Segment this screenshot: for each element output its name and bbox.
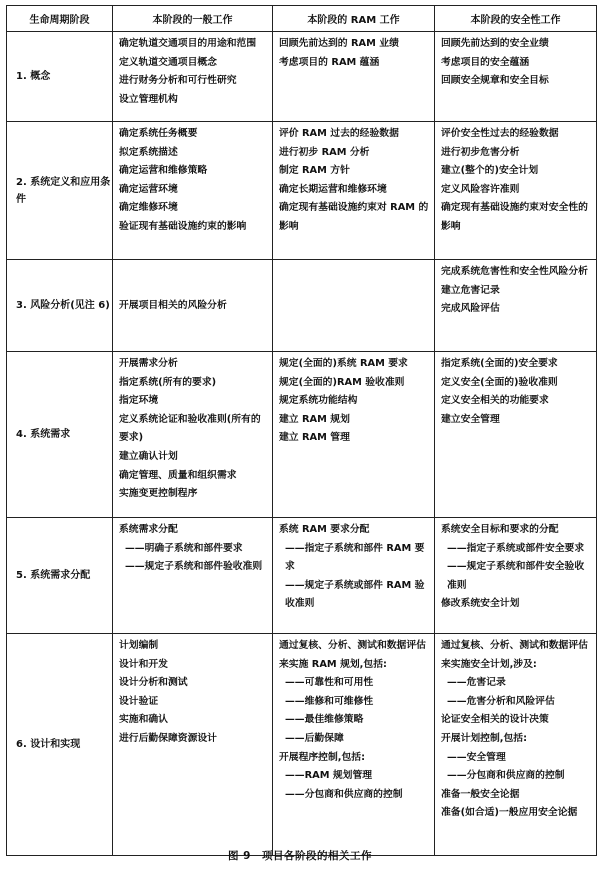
safety-line: 指定系统(全面的)安全要求: [441, 358, 558, 369]
general-line: 设计分析和测试: [119, 677, 188, 689]
general-line: 开展需求分析: [119, 358, 178, 369]
safety-line: 修改系统安全计划: [441, 598, 520, 610]
table-row: [7, 122, 597, 260]
general-line: 计划编制: [119, 640, 159, 651]
general-line: 实施和确认: [119, 714, 168, 726]
general-line: 确定管理、质量和组织需求: [119, 469, 237, 481]
ram-line: 进行初步 RAM 分析: [279, 146, 370, 158]
ram-cell: [273, 518, 435, 634]
figure-caption: 图 9 项目各阶段的相关工作: [228, 850, 372, 862]
header-safety: 本阶段的安全性工作: [435, 6, 597, 32]
general-cell: [113, 260, 273, 352]
table-header-row: [7, 6, 597, 32]
ram-line: ——RAM 规划管理: [285, 770, 373, 782]
ram-line: 规定(全面的)RAM 验收准则: [279, 376, 405, 388]
ram-line: 制定 RAM 方针: [279, 165, 350, 177]
general-line: 定义系统论证和验收准则(所有的要求): [119, 413, 261, 444]
safety-line: ——分包商和供应商的控制: [447, 770, 565, 782]
ram-line: 建立 RAM 规划: [279, 413, 350, 425]
safety-line: 进行初步危害分析: [441, 146, 520, 158]
ram-line: 考虑项目的 RAM 蕴涵: [279, 56, 380, 68]
safety-line: 考虑项目的安全蕴涵: [441, 56, 530, 68]
ram-line: ——后勤保障: [285, 732, 344, 744]
ram-line: 规定(全面的)系统 RAM 要求: [279, 358, 408, 369]
general-line: 确定轨道交通项目的用途和范围: [119, 38, 257, 49]
phase-cell: 1. 概念: [7, 32, 113, 122]
general-line: 进行后勤保障资源设计: [119, 732, 217, 744]
general-line: ——规定子系统和部件验收准则: [125, 561, 263, 573]
safety-line: 准备(如合适)一般应用安全论据: [441, 807, 578, 819]
safety-line: 定义风险容许准则: [441, 183, 520, 195]
safety-cell: [435, 32, 597, 122]
table-row: [7, 518, 597, 634]
general-line: 确定运营和维修策略: [119, 165, 208, 177]
document: [6, 5, 596, 856]
general-line: 定义轨道交通项目概念: [119, 56, 217, 68]
ram-cell: [273, 32, 435, 122]
general-cell: [113, 634, 273, 856]
general-line: 开展项目相关的风险分析: [119, 299, 227, 311]
safety-cell: [435, 518, 597, 634]
general-line: 确定系统任务概要: [119, 128, 198, 139]
ram-cell: [273, 260, 435, 352]
safety-line: 回顾安全规章和安全目标: [441, 75, 549, 87]
general-cell: [113, 518, 273, 634]
phase-cell: 4. 系统需求: [7, 352, 113, 518]
ram-line: ——分包商和供应商的控制: [285, 788, 403, 800]
ram-cell: [273, 352, 435, 518]
general-line: 拟定系统描述: [119, 146, 178, 158]
safety-line: 评价安全性过去的经验数据: [441, 128, 559, 139]
lifecycle-table: [6, 5, 597, 856]
safety-cell: [435, 122, 597, 260]
safety-line: 定义安全相关的功能要求: [441, 395, 549, 407]
header-general: 本阶段的一般工作: [113, 6, 273, 32]
header-phase: 生命周期阶段: [7, 6, 113, 32]
safety-line: 完成风险评估: [441, 303, 500, 315]
ram-line: ——规定子系统或部件 RAM 验收准则: [285, 579, 425, 610]
safety-line: 论证安全相关的设计决策: [441, 714, 549, 726]
ram-line: 开展程序控制,包括:: [279, 751, 366, 763]
safety-line: 建立危害记录: [441, 284, 500, 296]
phase-cell: 3. 风险分析(见注 6): [7, 260, 113, 352]
safety-cell: [435, 260, 597, 352]
safety-line: ——危害分析和风险评估: [447, 695, 555, 707]
general-line: ——明确子系统和部件要求: [125, 542, 243, 554]
ram-line: ——指定子系统和部件 RAM 要求: [285, 542, 425, 573]
general-line: 验证现有基础设施约束的影响: [119, 220, 247, 232]
safety-line: 准备一般安全论据: [441, 788, 520, 800]
general-line: 指定系统(所有的要求): [119, 376, 217, 388]
ram-cell: [273, 634, 435, 856]
general-cell: [113, 122, 273, 260]
safety-line: 系统安全目标和要求的分配: [441, 524, 559, 535]
safety-line: 回顾先前达到的安全业绩: [441, 38, 549, 49]
general-line: 设计和开发: [119, 658, 168, 670]
general-cell: [113, 32, 273, 122]
safety-cell: [435, 634, 597, 856]
safety-line: 确定现有基础设施约束对安全性的影响: [441, 202, 588, 232]
ram-line: 系统 RAM 要求分配: [279, 524, 370, 535]
safety-line: ——规定子系统和部件安全验收准则: [447, 561, 585, 591]
general-line: 设计验证: [119, 695, 159, 707]
ram-line: 确定现有基础设施约束对 RAM 的影响: [279, 202, 429, 232]
ram-line: 建立 RAM 管理: [279, 432, 350, 444]
general-line: 系统需求分配: [119, 524, 178, 535]
phase-cell: 5. 系统需求分配: [7, 518, 113, 634]
general-line: 确定维修环境: [119, 202, 178, 214]
header-ram: 本阶段的 RAM 工作: [273, 6, 435, 32]
safety-line: ——危害记录: [447, 677, 506, 689]
table-row: [7, 634, 597, 856]
safety-line: 完成系统危害性和安全性风险分析: [441, 266, 588, 277]
safety-line: 建立(整个的)安全计划: [441, 165, 539, 177]
table-row: [7, 352, 597, 518]
safety-line: ——指定子系统或部件安全要求: [447, 542, 585, 554]
general-line: 指定环境: [119, 395, 159, 407]
general-line: 进行财务分析和可行性研究: [119, 75, 237, 87]
ram-line: 规定系统功能结构: [279, 395, 358, 407]
general-line: 建立确认计划: [119, 450, 178, 462]
general-line: 确定运营环境: [119, 183, 178, 195]
table-row: [7, 260, 597, 352]
general-line: 设立管理机构: [119, 93, 178, 105]
safety-line: ——安全管理: [447, 751, 506, 763]
phase-cell: 2. 系统定义和应用条件: [7, 122, 113, 260]
ram-cell: [273, 122, 435, 260]
table-body: [7, 32, 597, 856]
general-line: 实施变更控制程序: [119, 488, 198, 500]
ram-line: 评价 RAM 过去的经验数据: [279, 128, 399, 139]
ram-line: 通过复核、分析、测试和数据评估来实施 RAM 规划,包括:: [279, 640, 426, 670]
ram-line: ——维修和可维修性: [285, 695, 374, 707]
safety-line: 定义安全(全面的)验收准则: [441, 376, 558, 388]
safety-line: 通过复核、分析、测试和数据评估来实施安全计划,涉及:: [441, 640, 588, 670]
ram-line: ——可靠性和可用性: [285, 677, 374, 689]
safety-line: 开展计划控制,包括:: [441, 732, 528, 744]
ram-line: 确定长期运营和维修环境: [279, 183, 387, 195]
ram-line: ——最佳维修策略: [285, 714, 364, 726]
safety-line: 建立安全管理: [441, 413, 500, 425]
ram-line: 回顾先前达到的 RAM 业绩: [279, 38, 399, 49]
safety-cell: [435, 352, 597, 518]
general-cell: [113, 352, 273, 518]
table-row: [7, 32, 597, 122]
phase-cell: 6. 设计和实现: [7, 634, 113, 856]
